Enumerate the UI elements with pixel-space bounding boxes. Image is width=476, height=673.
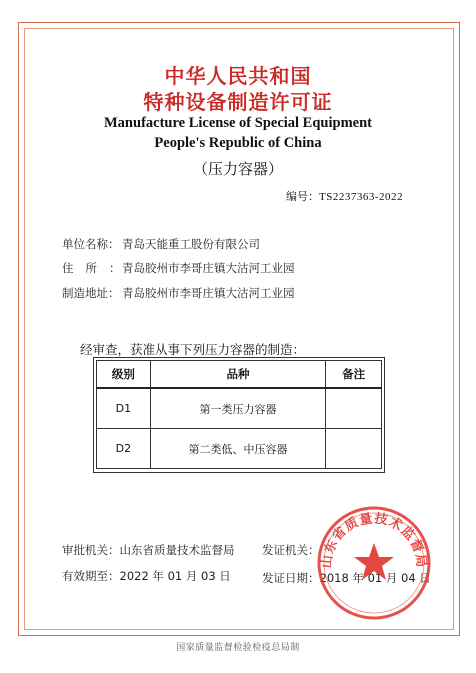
approval-authority: [62, 542, 235, 558]
title-cn-line1: 中华人民共和国: [164, 64, 312, 88]
scope-table: [96, 360, 382, 469]
cert-no-value: TS2237363-2022: [319, 191, 403, 203]
mfg-address-row: [62, 285, 295, 301]
issuing-authority-label: 发证机关：: [262, 543, 320, 557]
validity-label: 有效期至：: [62, 569, 120, 583]
cell-type: 第一类压力容器: [150, 388, 325, 429]
title-en-line1: Manufacture License of Special Equipment: [104, 115, 372, 131]
equipment-category: （压力容器）: [192, 160, 283, 178]
address-row: [62, 260, 295, 276]
issue-date-value: 2018 年 01 月 04 日: [319, 571, 431, 585]
certificate-number: [286, 188, 403, 204]
validity: [62, 568, 231, 584]
address-value: 青岛胶州市李哥庄镇大沽河工业园: [122, 261, 295, 275]
footer-issuer: 国家质量监督检验检疫总局制: [176, 643, 300, 653]
mfg-address-value: 青岛胶州市李哥庄镇大沽河工业园: [122, 286, 295, 300]
unit-name-value: 青岛天能重工股份有限公司: [122, 237, 260, 251]
seal-text: 山东省质量技术监督局: [319, 511, 429, 569]
table-row: [97, 429, 382, 469]
title-en-line2: People's Republic of China: [154, 135, 322, 151]
cert-no-label: 编号：: [286, 190, 319, 203]
header-note: 备注: [326, 361, 382, 389]
issue-date-label: 发证日期：: [262, 571, 320, 585]
validity-value: 2022 年 01 月 03 日: [119, 569, 231, 583]
table-header-row: [97, 361, 382, 389]
address-label: 住所：: [62, 261, 133, 275]
unit-name-label: 单位名称：: [62, 237, 120, 251]
header-level: 级别: [97, 361, 151, 389]
cell-level: D1: [97, 388, 151, 429]
title-cn-line2: 特种设备制造许可证: [143, 90, 333, 114]
unit-name-row: [62, 236, 260, 252]
cell-level: D2: [97, 429, 151, 469]
cell-type: 第二类低、中压容器: [150, 429, 325, 469]
mfg-address-label: 制造地址：: [62, 286, 120, 300]
issuing-authority: [262, 542, 320, 558]
header-type: 品种: [150, 361, 325, 389]
cell-note: [326, 429, 382, 469]
cell-note: [326, 388, 382, 429]
approval-authority-label: 审批机关：: [62, 543, 120, 557]
official-seal: [316, 505, 432, 621]
table-row: [97, 388, 382, 429]
scope-intro: 经审查，获准从事下列压力容器的制造：: [80, 342, 306, 357]
approval-authority-value: 山东省质量技术监督局: [119, 543, 235, 557]
seal-star-icon: [354, 543, 394, 580]
